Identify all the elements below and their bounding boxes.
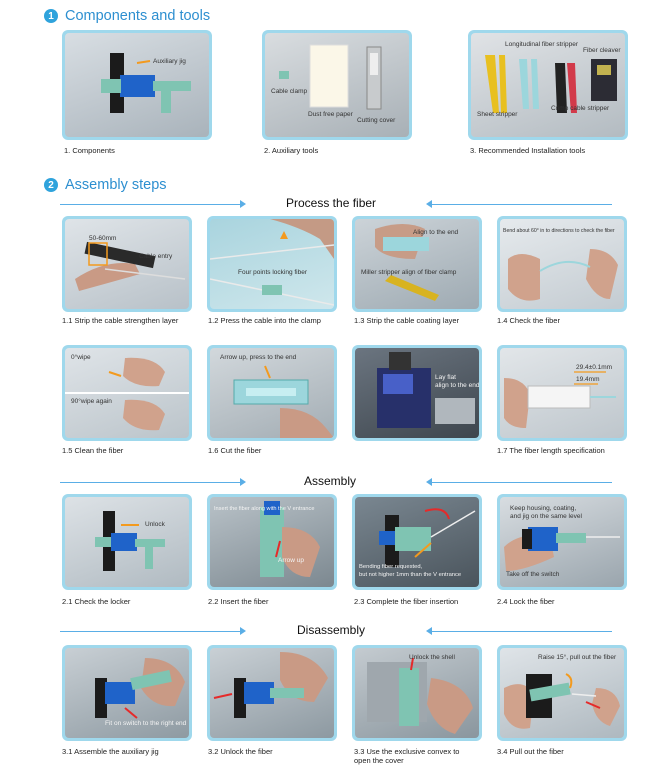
step-illustration <box>500 348 624 438</box>
caption: 3. Recommended Installation tools <box>470 146 586 155</box>
photo-step-1-4 <box>497 216 627 312</box>
caption: 1. Components <box>64 146 115 155</box>
annotation: Auxiliary jig <box>153 58 186 65</box>
divider <box>60 204 240 205</box>
annotation: Arrow up, press to the end <box>220 354 297 361</box>
photo-step-1-1 <box>62 216 192 312</box>
photo-auxiliary-tools <box>262 30 412 140</box>
caption: 1.4 Check the fiber <box>497 316 560 325</box>
caption: 1.6 Cut the fiber <box>208 446 262 455</box>
divider <box>60 631 240 632</box>
annotation: but not higher 1mm than the V entrance <box>359 572 462 578</box>
photo-step-1-7 <box>497 345 627 441</box>
step-illustration <box>210 648 334 738</box>
photo-step-2-4 <box>497 494 627 590</box>
divider <box>432 204 612 205</box>
caption: 2. Auxiliary tools <box>264 146 319 155</box>
photo-step-1-5 <box>62 345 192 441</box>
arrow-right-icon <box>240 200 246 208</box>
annotation: Raise 15°, pull out the fiber <box>538 654 617 661</box>
divider <box>432 482 612 483</box>
caption: 1.5 Clean the fiber <box>62 446 124 455</box>
annotation: Bend about 60° in to directions to check the fiber <box>503 228 615 234</box>
subsection-disassembly-heading <box>60 624 612 638</box>
caption: 1.3 Strip the cable coating layer <box>354 316 460 325</box>
photo-installation-tools <box>468 30 628 140</box>
step-illustration <box>355 348 479 438</box>
annotation: Keep housing, coating, <box>510 505 577 512</box>
caption: 2.4 Lock the fiber <box>497 597 555 606</box>
section-number-badge: 1 <box>44 9 58 23</box>
annotation: Unlock <box>145 521 165 528</box>
photo-step-3-1 <box>62 645 192 741</box>
caption: 2.2 Insert the fiber <box>208 597 269 606</box>
annotation: 90°wipe again <box>71 398 112 405</box>
photo-step-1-6 <box>207 345 337 441</box>
annotation: Take off the switch <box>506 571 560 578</box>
subsection-title: Assembly <box>304 474 357 488</box>
arrow-right-icon <box>240 627 246 635</box>
annotation: Fit on switch to the right end <box>105 720 187 727</box>
caption: 2.1 Check the locker <box>62 597 131 606</box>
caption: 1.7 The fiber length specification <box>497 446 605 455</box>
section-number-badge: 2 <box>44 178 58 192</box>
annotation: Four points locking fiber <box>238 269 308 276</box>
section-title: Components and tools <box>65 8 211 24</box>
connector-illustration <box>65 33 209 137</box>
photo-step-1-3 <box>352 216 482 312</box>
subsection-title: Disassembly <box>297 623 366 637</box>
section-1-heading <box>44 8 210 24</box>
section-title: Assembly steps <box>65 177 167 193</box>
annotation: 0°wipe <box>71 354 91 361</box>
caption: 3.4 Pull out the fiber <box>497 747 564 756</box>
annotation: Dust free paper <box>308 111 353 118</box>
photo-step-2-2 <box>207 494 337 590</box>
annotation: Longitudinal fiber stripper <box>505 41 578 48</box>
annotation: Miller stripper align of fiber clamp <box>361 269 457 276</box>
caption: 2.3 Complete the fiber insertion <box>354 597 459 606</box>
annotation: Cutting cover <box>357 117 396 124</box>
annotation: Cable clamp <box>271 88 308 95</box>
annotation: 19.4mm <box>576 376 600 383</box>
caption: 1.2 Press the cable into the clamp <box>208 316 321 325</box>
annotation: and jig on the same level <box>510 513 582 520</box>
divider <box>60 482 240 483</box>
annotation: Sheet stripper <box>477 111 518 118</box>
annotation: Unlock the shell <box>409 654 455 661</box>
caption: 3.2 Unlock the fiber <box>208 747 273 756</box>
annotation: 29.4±0.1mm <box>576 364 613 371</box>
step-illustration <box>65 497 189 587</box>
step-illustration <box>65 219 189 309</box>
annotation: Arrow up <box>278 557 305 564</box>
annotation: Crimp cable stripper <box>551 105 610 112</box>
photo-step-2-3 <box>352 494 482 590</box>
photo-step-3-4 <box>497 645 627 741</box>
section-2-heading <box>44 177 167 193</box>
subsection-assembly-heading <box>60 475 612 489</box>
annotation: Cable entry <box>139 253 173 260</box>
step-illustration <box>210 219 334 309</box>
photo-step-cleaver <box>352 345 482 441</box>
annotation: Insert the fiber along with the V entrance <box>214 506 315 512</box>
divider <box>432 631 612 632</box>
subsection-process-heading <box>60 197 612 211</box>
annotation: Lay flat <box>435 374 456 381</box>
caption: 3.3 Use the exclusive convex to open the cover <box>354 747 460 765</box>
annotation: Align to the end <box>413 229 459 236</box>
annotation: align to the end <box>435 382 479 389</box>
caption: 1.1 Strip the cable strengthen layer <box>62 316 179 325</box>
photo-step-2-1 <box>62 494 192 590</box>
caption: 3.1 Assemble the auxiliary jig <box>62 747 159 756</box>
photo-step-3-3 <box>352 645 482 741</box>
annotation: 50-60mm <box>89 235 117 242</box>
annotation: Bending fiber requested, <box>359 564 423 570</box>
photo-step-1-2 <box>207 216 337 312</box>
subsection-title: Process the fiber <box>286 196 377 210</box>
photo-components <box>62 30 212 140</box>
annotation: Fiber cleaver <box>583 47 621 54</box>
arrow-right-icon <box>240 478 246 486</box>
photo-step-3-2 <box>207 645 337 741</box>
